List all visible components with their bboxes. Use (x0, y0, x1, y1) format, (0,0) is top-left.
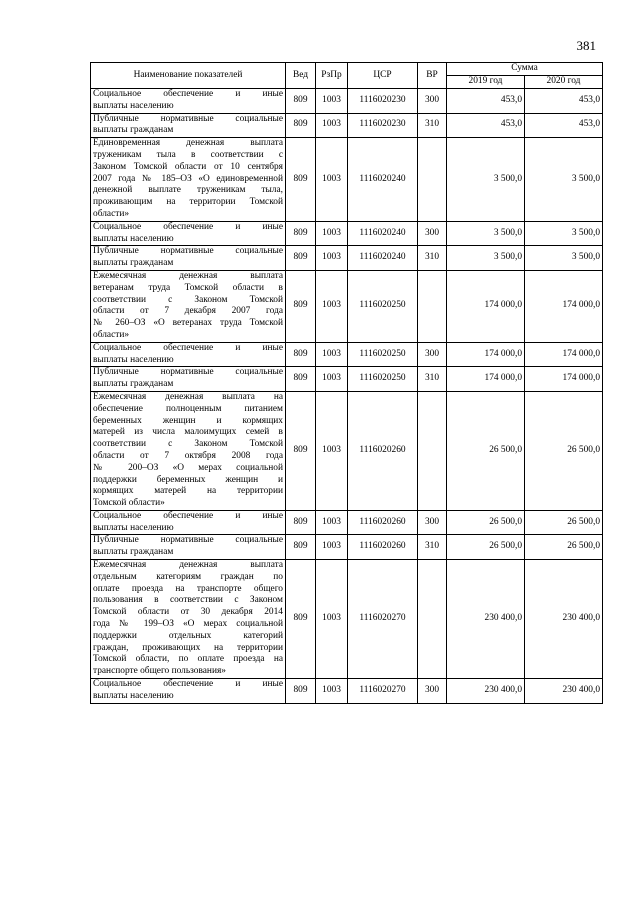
vr-code: 310 (418, 246, 447, 271)
indicator-name (91, 535, 286, 560)
csr-code: 1116020250 (348, 270, 418, 342)
indicator-name (91, 270, 286, 342)
sum-2020: 26 500,0 (525, 391, 603, 510)
indicator-name (91, 246, 286, 271)
table-row (91, 560, 603, 679)
rzpr-code: 1003 (316, 391, 348, 510)
sum-2020: 26 500,0 (525, 535, 603, 560)
table-row (91, 89, 603, 114)
table-row (91, 510, 603, 535)
sum-2019: 230 400,0 (447, 560, 525, 679)
vr-code: 310 (418, 535, 447, 560)
indicator-name-line: выплаты населению (93, 233, 174, 244)
indicator-name-line: Томской области от 30 декабря 2014 (93, 607, 283, 618)
ved-code: 809 (286, 560, 316, 679)
indicator-name-line: Законом Томской области от 10 сентября (93, 161, 283, 172)
indicator-name-line: Публичные нормативные социальные (93, 535, 283, 546)
header-rzpr: РзПр (316, 63, 348, 89)
header-year-2019: 2019 год (447, 76, 525, 89)
rzpr-code: 1003 (316, 221, 348, 246)
ved-code: 809 (286, 246, 316, 271)
rzpr-code: 1003 (316, 270, 348, 342)
indicator-name-line: Социальное обеспечение и иные (93, 89, 283, 99)
indicator-name-line: транспорте общего пользования» (93, 666, 226, 677)
indicator-name-line: области» (93, 329, 130, 340)
vr-code: 310 (418, 113, 447, 138)
indicator-name-line: выплаты гражданам (93, 547, 174, 558)
indicator-name-line: № 200–ОЗ «О мерах социальной (93, 462, 283, 473)
sum-2019: 453,0 (447, 89, 525, 114)
rzpr-code: 1003 (316, 679, 348, 704)
csr-code: 1116020230 (348, 113, 418, 138)
header-vr: ВР (418, 63, 447, 89)
rzpr-code: 1003 (316, 535, 348, 560)
csr-code: 1116020260 (348, 535, 418, 560)
indicator-name-line: Социальное обеспечение и иные (93, 342, 283, 353)
table-row (91, 367, 603, 392)
sum-2020: 174 000,0 (525, 270, 603, 342)
indicator-name (91, 342, 286, 367)
sum-2019: 3 500,0 (447, 221, 525, 246)
table-row (91, 138, 603, 222)
rzpr-code: 1003 (316, 560, 348, 679)
sum-2020: 3 500,0 (525, 221, 603, 246)
indicator-name (91, 391, 286, 510)
indicator-name-line: года № 199–ОЗ «О мерах социальной (93, 619, 283, 630)
table-row (91, 679, 603, 704)
ved-code: 809 (286, 89, 316, 114)
sum-2020: 26 500,0 (525, 510, 603, 535)
rzpr-code: 1003 (316, 113, 348, 138)
budget-table (90, 62, 603, 704)
indicator-name-line: Единовременная денежная выплата (93, 138, 283, 149)
indicator-name-line: соответствии с Законом Томской (93, 294, 283, 305)
indicator-name-line: беременных женщин и кормящих (93, 415, 283, 426)
sum-2019: 453,0 (447, 113, 525, 138)
indicator-name (91, 221, 286, 246)
vr-code (418, 560, 447, 679)
header-year-2020: 2020 год (525, 76, 603, 89)
ved-code: 809 (286, 535, 316, 560)
header-sum: Сумма (447, 63, 603, 76)
vr-code: 300 (418, 342, 447, 367)
header-ved: Вед (286, 63, 316, 89)
vr-code: 300 (418, 679, 447, 704)
table-row (91, 221, 603, 246)
table-row (91, 391, 603, 510)
indicator-name-line: Ежемесячная денежная выплата (93, 270, 283, 281)
indicator-name-line: Томской области» (93, 498, 165, 509)
ved-code: 809 (286, 367, 316, 392)
indicator-name-line: выплаты населению (93, 100, 174, 111)
indicator-name (91, 679, 286, 704)
csr-code: 1116020250 (348, 367, 418, 392)
indicator-name-line: области от 7 октября 2008 года (93, 450, 283, 461)
indicator-name-line: Публичные нормативные социальные (93, 113, 283, 124)
sum-2020: 3 500,0 (525, 246, 603, 271)
indicator-name-line: выплаты гражданам (93, 258, 174, 269)
rzpr-code: 1003 (316, 138, 348, 222)
vr-code: 310 (418, 367, 447, 392)
rzpr-code: 1003 (316, 246, 348, 271)
indicator-name-line: выплаты населению (93, 354, 174, 365)
rzpr-code: 1003 (316, 510, 348, 535)
indicator-name-line: Ежемесячная денежная выплата на (93, 391, 283, 402)
sum-2019: 26 500,0 (447, 391, 525, 510)
indicator-name-line: кормящих матерей на территории (93, 486, 283, 497)
sum-2020: 174 000,0 (525, 342, 603, 367)
indicator-name-line: матерей из числа малоимущих семей в (93, 427, 283, 438)
sum-2019: 26 500,0 (447, 535, 525, 560)
indicator-name-line: труженикам тыла в соответствии с (93, 149, 283, 160)
csr-code: 1116020240 (348, 246, 418, 271)
ved-code: 809 (286, 391, 316, 510)
indicator-name-line: области» (93, 208, 130, 219)
sum-2019: 174 000,0 (447, 342, 525, 367)
csr-code: 1116020240 (348, 221, 418, 246)
ved-code: 809 (286, 510, 316, 535)
indicator-name-line: выплаты населению (93, 690, 174, 701)
ved-code: 809 (286, 113, 316, 138)
vr-code (418, 138, 447, 222)
sum-2019: 174 000,0 (447, 367, 525, 392)
sum-2020: 453,0 (525, 113, 603, 138)
sum-2020: 174 000,0 (525, 367, 603, 392)
indicator-name-line: Социальное обеспечение и иные (93, 221, 283, 232)
table-header (91, 63, 603, 89)
ved-code: 809 (286, 221, 316, 246)
indicator-name-line: обеспечение полноценным питанием (93, 403, 283, 414)
sum-2019: 3 500,0 (447, 246, 525, 271)
indicator-name-line: пользования в соответствии с Законом (93, 595, 283, 606)
indicator-name-line: Публичные нормативные социальные (93, 367, 283, 378)
indicator-name-line: граждан, проживающих на территории (93, 642, 283, 653)
csr-code: 1116020270 (348, 560, 418, 679)
sum-2019: 174 000,0 (447, 270, 525, 342)
sum-2020: 230 400,0 (525, 560, 603, 679)
indicator-name-line: № 260–ОЗ «О ветеранах труда Томской (93, 318, 283, 329)
sum-2019: 3 500,0 (447, 138, 525, 222)
csr-code: 1116020270 (348, 679, 418, 704)
indicator-name-line: Томской области, по оплате проезда на (93, 654, 283, 665)
rzpr-code: 1003 (316, 89, 348, 114)
header-csr: ЦСР (348, 63, 418, 89)
indicator-name-line: поддержки беременных женщин и (93, 474, 283, 485)
vr-code: 300 (418, 510, 447, 535)
vr-code: 300 (418, 89, 447, 114)
rzpr-code: 1003 (316, 342, 348, 367)
sum-2020: 230 400,0 (525, 679, 603, 704)
ved-code: 809 (286, 270, 316, 342)
indicator-name-line: области от 7 декабря 2007 года (93, 306, 283, 317)
indicator-name-line: поддержки отдельных категорий (93, 630, 283, 641)
ved-code: 809 (286, 679, 316, 704)
sum-2020: 453,0 (525, 89, 603, 114)
indicator-name-line: проживающим на территории Томской (93, 197, 283, 208)
table-row (91, 113, 603, 138)
vr-code (418, 391, 447, 510)
vr-code (418, 270, 447, 342)
indicator-name-line: 2007 года № 185–ОЗ «О единовременной (93, 173, 283, 184)
csr-code: 1116020260 (348, 510, 418, 535)
indicator-name-line: Социальное обеспечение и иные (93, 510, 283, 521)
csr-code: 1116020230 (348, 89, 418, 114)
ved-code: 809 (286, 342, 316, 367)
page-number: 381 (576, 38, 596, 53)
indicator-name (91, 510, 286, 535)
csr-code: 1116020240 (348, 138, 418, 222)
indicator-name (91, 560, 286, 679)
vr-code: 300 (418, 221, 447, 246)
indicator-name-line: Социальное обеспечение и иные (93, 679, 283, 690)
table-row (91, 270, 603, 342)
csr-code: 1116020250 (348, 342, 418, 367)
table-row (91, 342, 603, 367)
table-row (91, 246, 603, 271)
indicator-name-line: выплаты населению (93, 522, 174, 533)
indicator-name (91, 367, 286, 392)
sum-2020: 3 500,0 (525, 138, 603, 222)
sum-2019: 26 500,0 (447, 510, 525, 535)
rzpr-code: 1003 (316, 367, 348, 392)
indicator-name (91, 138, 286, 222)
indicator-name-line: Ежемесячная денежная выплата (93, 560, 283, 571)
indicator-name-line: денежной выплате труженикам тыла, (93, 185, 283, 196)
indicator-name (91, 113, 286, 138)
sum-2019: 230 400,0 (447, 679, 525, 704)
indicator-name-line: оплате проезда на транспорте общего (93, 583, 283, 594)
csr-code: 1116020260 (348, 391, 418, 510)
table-row (91, 535, 603, 560)
indicator-name-line: выплаты гражданам (93, 379, 174, 390)
indicator-name-line: отдельным категориям граждан по (93, 571, 283, 582)
ved-code: 809 (286, 138, 316, 222)
indicator-name-line: соответствии с Законом Томской (93, 439, 283, 450)
indicator-name-line: ветеранам труда Томской области в (93, 282, 283, 293)
indicator-name-line: выплаты гражданам (93, 125, 174, 136)
indicator-name (91, 89, 286, 114)
table-body (91, 89, 603, 704)
header-name: Наименование показателей (91, 63, 286, 89)
indicator-name-line: Публичные нормативные социальные (93, 246, 283, 257)
